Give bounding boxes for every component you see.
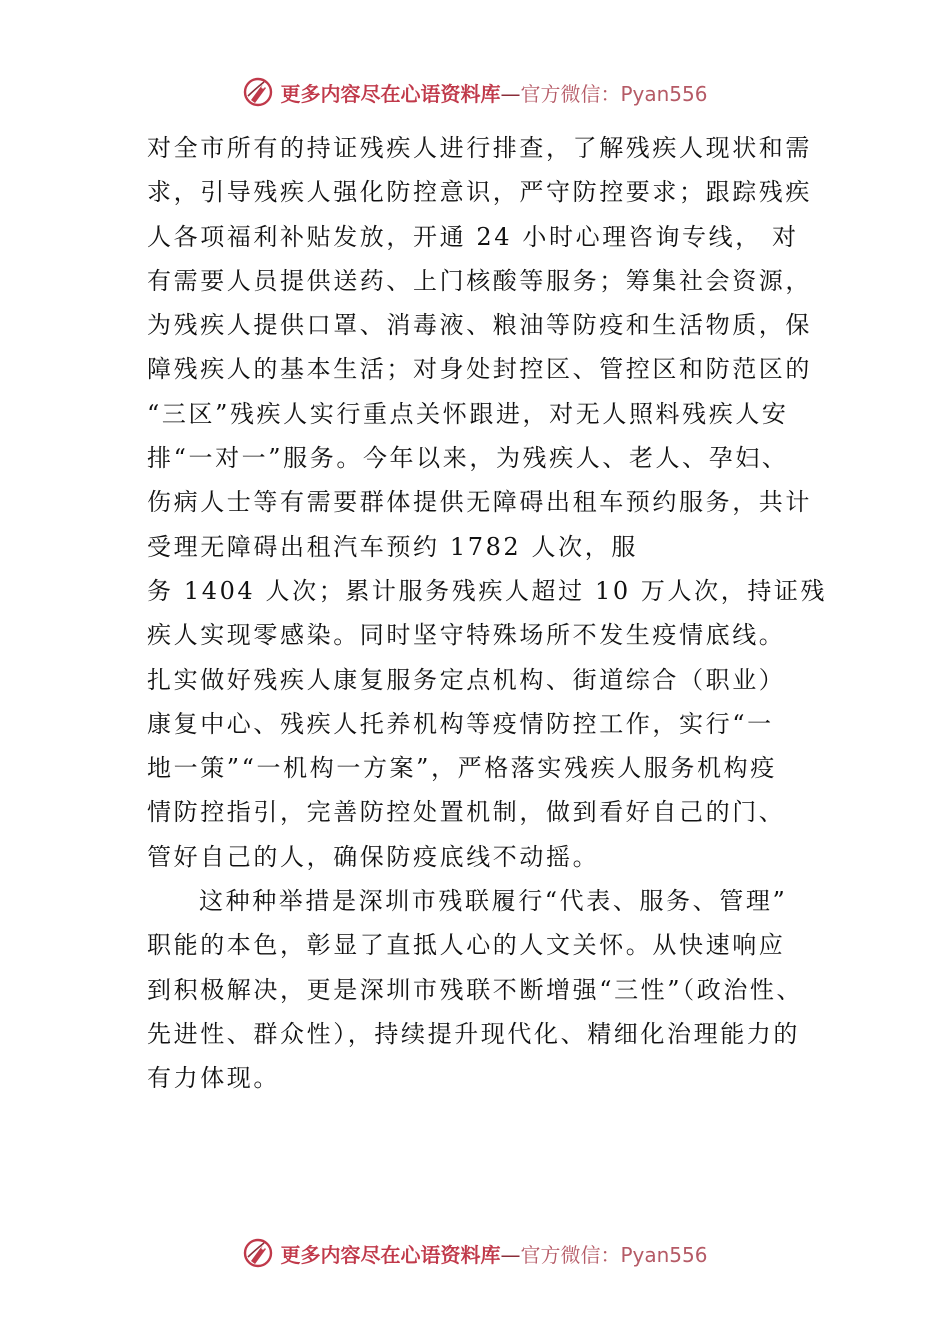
body-line: 有力体现。 bbox=[147, 1064, 280, 1093]
body-line: “三区”残疾人实行重点关怀跟进，对无人照料残疾人安 bbox=[147, 399, 789, 428]
body-line: 有需要人员提供送药、上门核酸等服务；筹集社会资源， bbox=[147, 266, 812, 295]
header-banner-text bbox=[280, 78, 707, 107]
header-wechat-text: 官方微信：Pyan556 bbox=[520, 81, 708, 106]
body-line: 职能的本色，彰显了直抵人心的人文关怀。从快速响应 bbox=[147, 931, 786, 960]
document-body bbox=[147, 126, 827, 1101]
body-line: 管好自己的人，确保防疫底线不动摇。 bbox=[147, 842, 600, 871]
body-line: 为残疾人提供口罩、消毒液、粮油等防疫和生活物质，保 bbox=[147, 311, 812, 340]
body-line: 地一策”“一机构一方案”，严格落实残疾人服务机构疫 bbox=[147, 754, 777, 783]
body-line: 伤病人士等有需要群体提供无障碍出租车预约服务，共计 bbox=[147, 488, 812, 517]
body-line: 先进性、群众性），持续提升现代化、精细化治理能力的 bbox=[147, 1019, 800, 1048]
header-banner bbox=[0, 70, 950, 114]
body-line: 障残疾人的基本生活；对身处封控区、管控区和防范区的 bbox=[147, 355, 812, 384]
body-line: 疾人实现零感染。同时坚守特殊场所不发生疫情底线。 bbox=[147, 621, 786, 650]
header-dash: — bbox=[500, 81, 521, 106]
body-line: 到积极解决，更是深圳市残联不断增强“三性”（政治性、 bbox=[147, 975, 804, 1004]
body-line: 扎实做好残疾人康复服务定点机构、街道综合（职业） bbox=[147, 665, 786, 694]
body-line: 情防控指引，完善防控处置机制，做到看好自己的门、 bbox=[147, 798, 786, 827]
pen-nib-circle-icon bbox=[242, 76, 274, 108]
footer-brand-text: 更多内容尽在心语资料库 bbox=[280, 1242, 501, 1267]
paragraph-start-line: 这种种举措是深圳市残联履行“代表、服务、管理” bbox=[199, 887, 788, 916]
footer-banner-text bbox=[280, 1239, 707, 1268]
body-line: 人各项福利补贴发放，开通 24 小时心理咨询专线， 对 bbox=[147, 222, 799, 251]
pen-nib-circle-icon bbox=[242, 1237, 274, 1269]
body-line: 务 1404 人次；累计服务残疾人超过 10 万人次，持证残 bbox=[147, 576, 828, 605]
footer-banner bbox=[0, 1231, 950, 1275]
body-line: 求，引导残疾人强化防控意识，严守防控要求；跟踪残疾 bbox=[147, 178, 812, 207]
footer-wechat-text: 官方微信：Pyan556 bbox=[520, 1242, 708, 1267]
header-brand-text: 更多内容尽在心语资料库 bbox=[280, 81, 501, 106]
body-line: 对全市所有的持证残疾人进行排查，了解残疾人现状和需 bbox=[147, 134, 812, 162]
footer-dash: — bbox=[500, 1242, 521, 1267]
body-line: 排“一对一”服务。今年以来，为残疾人、老人、孕妇、 bbox=[147, 444, 789, 473]
body-line: 康复中心、残疾人托养机构等疫情防控工作，实行“一 bbox=[147, 709, 774, 738]
body-line: 受理无障碍出租汽车预约 1782 人次，服 bbox=[147, 532, 638, 561]
